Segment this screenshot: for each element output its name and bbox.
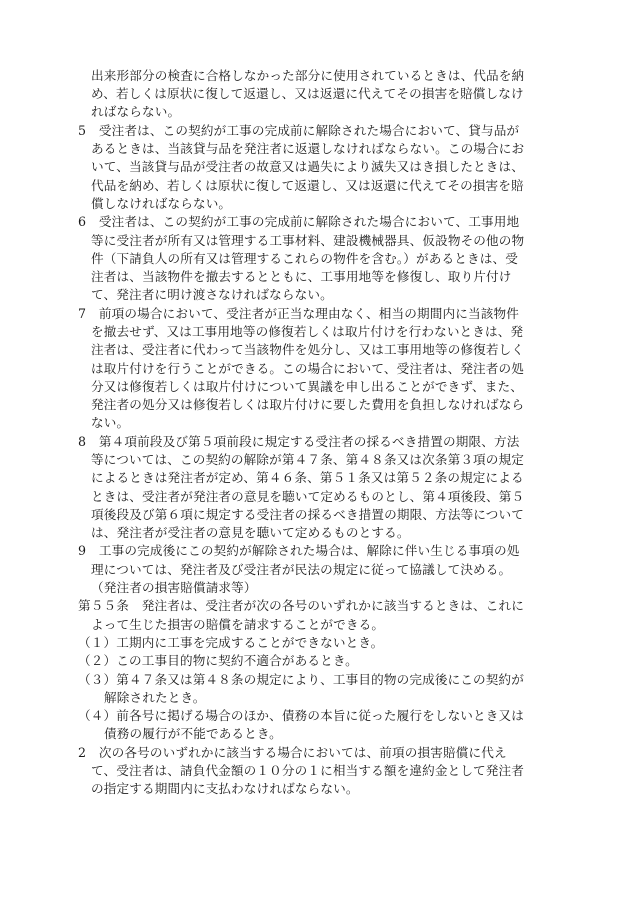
text-line: によるときは発注者が定め、第４６条、第５１条又は第５２条の規定による	[91, 470, 524, 485]
text-line: は取片付けを行うことができる。この場合において、受注者は、発注者の処	[91, 361, 525, 376]
text-line: 債務の履行が不能であるとき。	[104, 726, 282, 741]
text-line: あるときは、当該貸与品を発注者に返還しなければならない。この場合にお	[91, 141, 525, 156]
section-heading: （発注者の損害賠償請求等）	[91, 580, 257, 595]
text-line: 件（下請負人の所有又は管理するこれらの物件を含む。）があるときは、受	[91, 251, 518, 266]
list-item: （２）この工事目的物に契約不適合があるとき。	[78, 653, 358, 668]
text-line: は、発注者が受注者の意見を聴いて定めるものとする。	[91, 525, 410, 540]
text-line: 分又は修復若しくは取片付けについて異議を申し出ることができず、また、	[91, 379, 524, 394]
text-line: 8 第４項前段及び第５項前段に規定する受注者の採るべき措置の期限、方法	[78, 434, 520, 449]
text-line: ときは、受注者が発注者の意見を聴いて定めるものとし、第４項後段、第５	[91, 489, 525, 504]
text-line: 解除されたとき。	[104, 690, 206, 705]
text-line: 発注者の処分又は修復若しくは取片付けに要した費用を負担しなければなら	[91, 397, 525, 412]
text-line: 注者は、当該物件を撤去するとともに、工事用地等を修復し、取り片付け	[91, 269, 512, 284]
text-line: め、若しくは原状に復して返還し、又は返還に代えてその損害を賠償しなけ	[91, 86, 524, 101]
text-line: 理については、発注者及び受注者が民法の規定に従って協議して決める。	[91, 562, 512, 577]
list-item: （１）工期内に工事を完成することができないとき。	[78, 635, 384, 650]
list-item: （３）第４７条又は第４８条の規定により、工事目的物の完成後にこの契約が	[78, 672, 525, 687]
text-line: 7 前項の場合において、受注者が正当な理由なく、相当の期間内に当該物件	[78, 306, 519, 321]
text-line: 5 受注者は、この契約が工事の完成前に解除された場合において、貸与品が	[78, 123, 520, 138]
text-line: 9 工事の完成後にこの契約が解除された場合は、解除に伴い生じる事項の処	[78, 543, 520, 558]
text-line: 代品を納め、若しくは原状に復して返還し、又は返還に代えてその損害を賠	[91, 178, 524, 193]
text-line: 償しなければならない。	[91, 196, 232, 211]
text-line: て、受注者は、請負代金額の１０分の１に相当する額を違約金として発注者	[91, 763, 525, 778]
text-line: ればならない。	[91, 104, 181, 119]
text-line: て、発注者に明け渡さなければならない。	[91, 287, 333, 302]
text-line: の指定する期間内に支払わなければならない。	[91, 781, 359, 796]
text-line: 等に受注者が所有又は管理する工事材料、建設機械器具、仮設物その他の物	[91, 233, 525, 248]
text-line: 2 次の各号のいずれかに該当する場合においては、前項の損害賠償に代え	[78, 745, 507, 760]
article-heading: 第５５条 発注者は、受注者が次の各号のいずれかに該当するときは、これに	[78, 598, 525, 613]
text-line: 出来形部分の検査に合格しなかった部分に使用されているときは、代品を納	[91, 68, 525, 83]
text-line: 6 受注者は、この契約が工事の完成前に解除された場合において、工事用地	[78, 214, 520, 229]
text-line: よって生じた損害の賠償を請求することができる。	[91, 617, 385, 632]
text-line: を撤去せず、又は工事用地等の修復若しくは取片付けを行わないときは、発	[91, 324, 524, 339]
text-line: 注者は、受注者に代わって当該物件を処分し、又は工事用地等の修復若しく	[91, 342, 525, 357]
text-line: ない。	[91, 415, 130, 430]
text-line: いて、当該貸与品が受注者の故意又は過失により滅失又はき損したときは、	[91, 159, 525, 174]
text-line: 項後段及び第６項に規定する受注者の採るべき措置の期限、方法等について	[91, 507, 525, 522]
text-line: 等については、この契約の解除が第４７条、第４８条又は次条第３項の規定	[91, 452, 525, 467]
list-item: （４）前各号に掲げる場合のほか、債務の本旨に従った履行をしないとき又は	[78, 708, 525, 723]
